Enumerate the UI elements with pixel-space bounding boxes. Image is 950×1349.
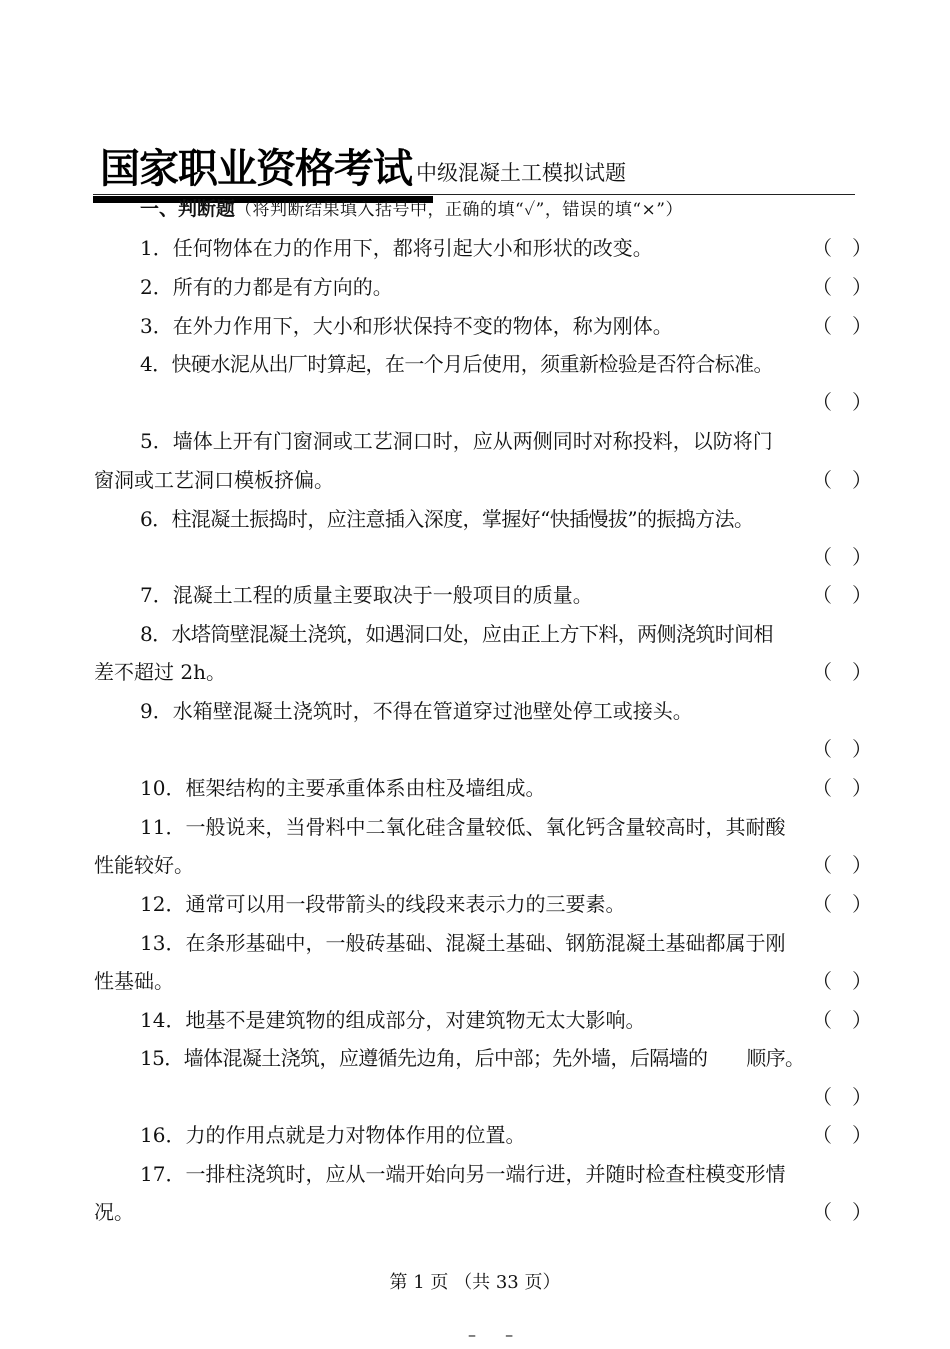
answer-blank-10: （ ） (812, 776, 872, 800)
question-11: 11．一般说来，当骨料中二氧化硅含量较低、氧化钙含量较高时，其耐酸 (140, 815, 786, 839)
exam-header-title: 国家职业资格考试 (100, 146, 412, 192)
question-9: 9．水箱壁混凝土浇筑时，不得在管道穿过池壁处停工或接头。 (140, 699, 693, 723)
header-rule (93, 194, 855, 195)
question-14: 14．地基不是建筑物的组成部分，对建筑物无太大影响。 (140, 1008, 646, 1032)
question-2: 2．所有的力都是有方向的。 (140, 275, 393, 299)
question-17-cont: 况。 (94, 1200, 134, 1224)
answer-blank-15: （ ） (812, 1085, 872, 1109)
bottom-marks: – – (468, 1325, 526, 1344)
answer-blank-2: （ ） (812, 275, 872, 299)
answer-blank-9: （ ） (812, 737, 872, 761)
question-13: 13．在条形基础中，一般砖基础、混凝土基础、钢筋混凝土基础都属于刚 (140, 931, 786, 955)
question-1: 1．任何物体在力的作用下，都将引起大小和形状的改变。 (140, 236, 653, 260)
question-17: 17．一排柱浇筑时，应从一端开始向另一端行进，并随时检查柱模变形情 (140, 1162, 786, 1186)
question-15: 15．墙体混凝土浇筑，应遵循先边角，后中部；先外墙，后隔墙的 顺序。 (140, 1046, 805, 1070)
answer-blank-14: （ ） (812, 1008, 872, 1032)
question-5: 5．墙体上开有门窗洞或工艺洞口时，应从两侧同时对称投料，以防将门 (140, 429, 773, 453)
answer-blank-7: （ ） (812, 583, 872, 607)
answer-blank-6: （ ） (812, 545, 872, 569)
question-11-cont: 性能较好。 (94, 853, 194, 877)
answer-blank-16: （ ） (812, 1123, 872, 1147)
question-8-cont: 差不超过 2h。 (94, 660, 226, 684)
question-5-cont: 窗洞或工艺洞口模板挤偏。 (94, 468, 334, 492)
question-4: 4．快硬水泥从出厂时算起，在一个月后使用，须重新检验是否符合标准。 (140, 352, 773, 376)
section-title: 一、判断题 (140, 198, 236, 220)
answer-blank-13: （ ） (812, 969, 872, 993)
answer-blank-12: （ ） (812, 892, 872, 916)
question-16: 16．力的作用点就是力对物体作用的位置。 (140, 1123, 526, 1147)
answer-blank-11: （ ） (812, 853, 872, 877)
answer-blank-1: （ ） (812, 236, 872, 260)
question-3: 3．在外力作用下，大小和形状保持不变的物体，称为刚体。 (140, 314, 673, 338)
question-7: 7．混凝土工程的质量主要取决于一般项目的质量。 (140, 583, 593, 607)
answer-blank-3: （ ） (812, 314, 872, 338)
question-10: 10．框架结构的主要承重体系由柱及墙组成。 (140, 776, 546, 800)
section-heading (140, 196, 860, 223)
answer-blank-8: （ ） (812, 660, 872, 684)
exam-header-subtitle: 中级混凝土工模拟试题 (416, 161, 626, 185)
question-12: 12．通常可以用一段带箭头的线段来表示力的三要素。 (140, 892, 626, 916)
section-instruction: （将判断结果填入括号中，正确的填“✓”，错误的填“×”） (235, 200, 683, 220)
answer-blank-17: （ ） (812, 1200, 872, 1224)
question-13-cont: 性基础。 (94, 969, 174, 993)
question-8: 8．水塔筒壁混凝土浇筑，如遇洞口处，应由正上方下料，两侧浇筑时间相 (140, 622, 773, 646)
question-6: 6．柱混凝土振捣时，应注意插入深度，掌握好“快插慢拔”的振捣方法。 (140, 507, 754, 531)
page-number-footer: 第 1 页 （共 33 页） (389, 1272, 561, 1293)
answer-blank-4: （ ） (812, 390, 872, 414)
answer-blank-5: （ ） (812, 468, 872, 492)
